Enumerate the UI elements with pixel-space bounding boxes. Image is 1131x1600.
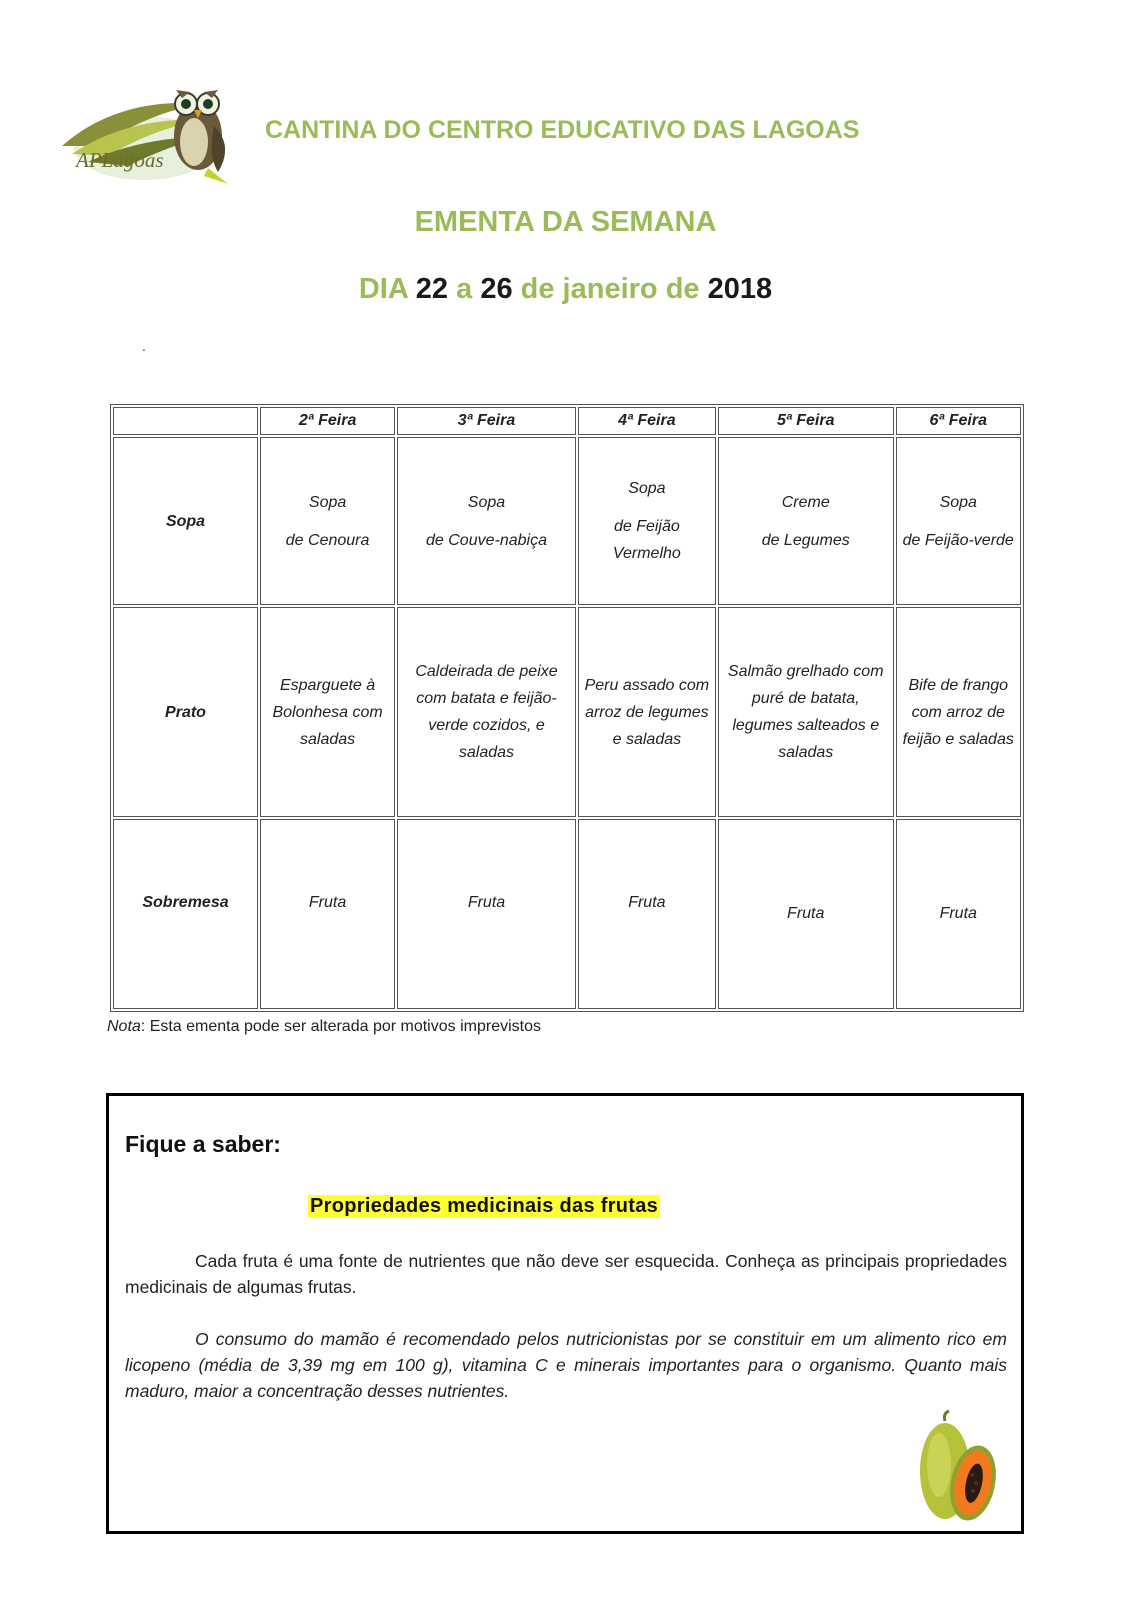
sopa-line1: Sopa <box>467 493 506 511</box>
day-header: 5ª Feira <box>718 407 894 435</box>
note-label: Nota <box>107 1018 141 1035</box>
sopa-line2: de Feijão Vermelho <box>612 518 681 563</box>
prato-text: Salmão grelhado com puré de batata, legumes salteados e saladas <box>727 663 884 761</box>
date-range-title <box>0 273 1131 306</box>
table-row-prato <box>113 607 1021 816</box>
papaya-image <box>915 1409 1005 1527</box>
date-year: 2018 <box>707 273 773 305</box>
prato-cell: Esparguete à Bolonhesa com saladas <box>260 607 395 816</box>
sopa-line1: Sopa <box>628 480 666 498</box>
row-label-sopa: Sopa <box>113 437 258 605</box>
sobremesa-cell <box>578 819 716 1009</box>
prato-cell: Caldeirada de peixe com batata e feijão-verde cozidos, e saladas <box>397 607 576 816</box>
day-header: 6ª Feira <box>896 407 1022 435</box>
sopa-line1: Sopa <box>939 493 977 511</box>
date-prefix: DIA <box>358 273 408 305</box>
aplagoas-logo <box>58 76 240 188</box>
sobremesa-text: Fruta <box>628 894 666 912</box>
info-heading: Fique a saber: <box>125 1131 281 1157</box>
table-row-sopa <box>113 437 1021 605</box>
sobremesa-cell: Fruta <box>896 819 1022 1009</box>
sopa-line1: Creme <box>781 493 830 511</box>
info-paragraph-1: Cada fruta é uma fonte de nutrientes que não deve ser esquecida. Conheça as principais propriedades medicinais de algumas frutas. <box>125 1251 1007 1297</box>
table-row-sobremesa <box>113 819 1021 1009</box>
canteen-title: CANTINA DO CENTRO EDUCATIVO DAS LAGOAS <box>265 116 860 144</box>
prato-text: Bife de frango com arroz de feijão e saladas <box>902 676 1014 748</box>
info-box <box>106 1093 1024 1534</box>
sobremesa-cell <box>397 819 576 1009</box>
prato-cell <box>896 607 1022 816</box>
sopa-line2: de Legumes <box>761 531 850 549</box>
sopa-cell <box>260 437 395 605</box>
menu-week-title: EMENTA DA SEMANA <box>414 206 717 238</box>
sopa-line2: de Couve-nabiça <box>426 531 547 549</box>
prato-cell <box>718 607 894 816</box>
sopa-cell <box>578 437 716 605</box>
table-header-row <box>113 407 1021 435</box>
sopa-cell <box>896 437 1022 605</box>
row-label-sobremesa-text: Sobremesa <box>142 894 229 912</box>
weekly-menu-table <box>110 404 1024 1012</box>
row-label-prato: Prato <box>113 607 258 816</box>
row-label-sobremesa <box>113 819 258 1009</box>
info-subheading: Propriedades medicinais das frutas <box>310 1195 659 1217</box>
logo-text: APLagoas <box>76 148 164 172</box>
sopa-line2: de Cenoura <box>285 531 370 549</box>
date-end-day: 26 <box>480 273 513 305</box>
date-start-day: 22 <box>415 273 449 305</box>
sopa-line2: de Feijão-verde <box>902 531 1014 549</box>
sopa-cell <box>397 437 576 605</box>
date-separator: a <box>456 273 473 305</box>
date-month-text: de janeiro de <box>520 273 700 305</box>
day-header: 4ª Feira <box>578 407 716 435</box>
sobremesa-cell: Fruta <box>718 819 894 1009</box>
sobremesa-text: Fruta <box>308 894 347 912</box>
sopa-cell <box>718 437 894 605</box>
sopa-line1: Sopa <box>308 493 347 511</box>
note-text: : Esta ementa pode ser alterada por motivos imprevistos <box>140 1018 541 1035</box>
info-paragraph-2: O consumo do mamão é recomendado pelos nutricionistas por se constituir em um alimento rico em licopeno (média de 3,39 mg em 100 g), vitamina C e minerais importantes para o organismo. Quanto mais maduro, maior a concentração desses nutrientes. <box>125 1329 1007 1401</box>
sobremesa-text: Fruta <box>467 894 506 912</box>
prato-cell: Peru assado com arroz de legumes e saladas <box>578 607 716 816</box>
day-header: 2ª Feira <box>260 407 395 435</box>
day-header: 3ª Feira <box>397 407 576 435</box>
menu-note <box>107 1018 541 1036</box>
header-empty-cell <box>113 407 258 435</box>
stray-dot: . <box>142 338 146 354</box>
sobremesa-cell <box>260 819 395 1009</box>
